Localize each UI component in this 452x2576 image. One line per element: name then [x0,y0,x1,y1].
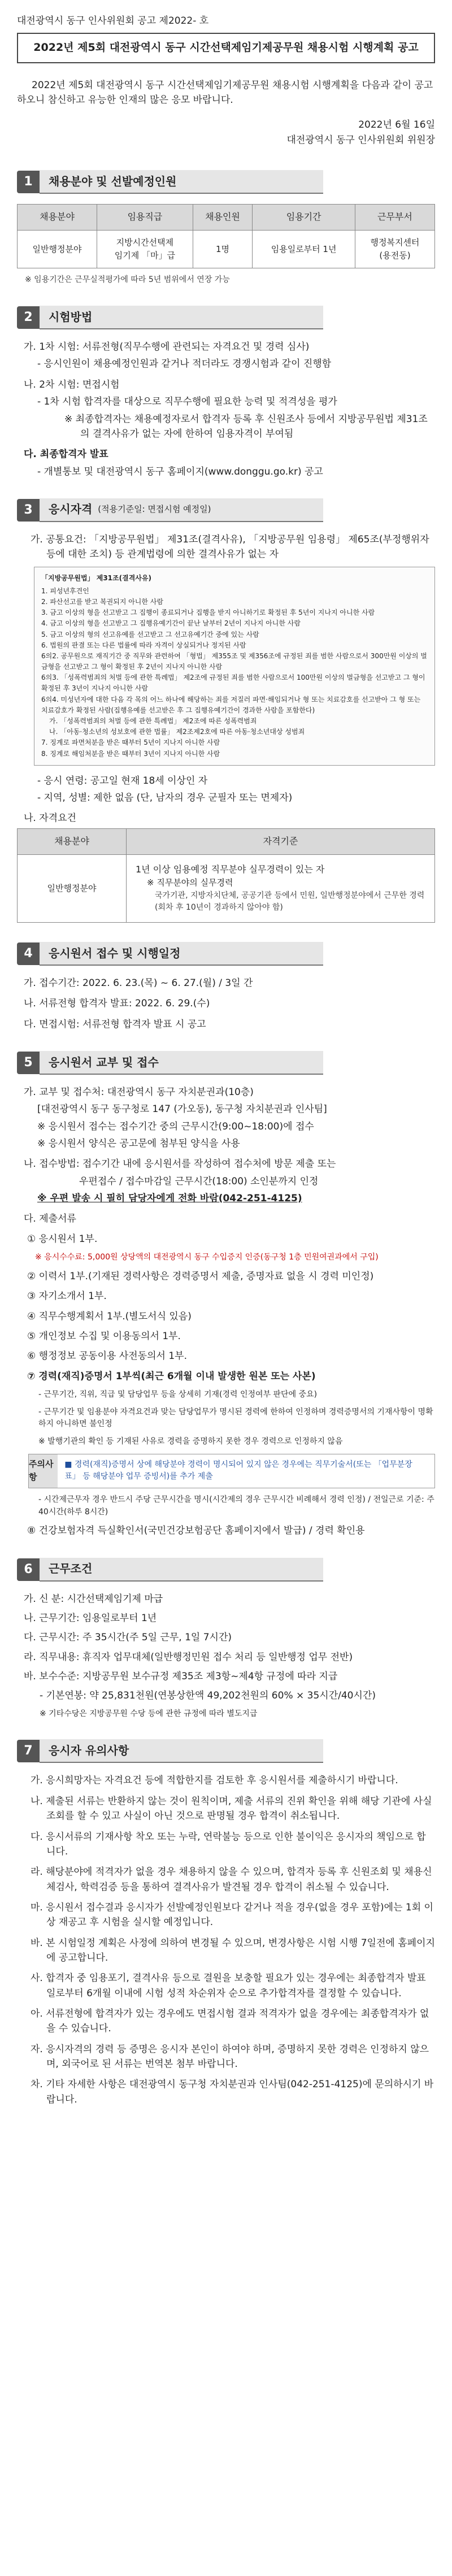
application-hours-note: ※ 응시원서 접수는 접수기간 중의 근무시간(9:00~18:00)에 접수 [37,1120,314,1132]
condition-item: 바. 보수수준: 지방공무원 보수규정 제35조 제3항~제4항 규정에 따라 지급 [24,1671,338,1683]
table-header: 임용기간 [253,205,355,231]
table-header: 임용직급 [97,205,193,231]
law-line: 1. 피성년후견인 [41,587,89,595]
qualification-heading: 나. 자격요건 [24,813,76,824]
section-title: 응시원서 접수 및 시행일정 [40,942,323,966]
required-documents-list [27,1232,435,1448]
exam-stage-2-detail: - 1차 시험 합격자를 대상으로 직무수행에 필요한 능력 및 적격성을 평가 [37,396,337,408]
table-header: 근무부서 [355,205,434,231]
career-note: - 근무기간, 직위, 직급 및 담당업무 등을 상세히 기재(경력 인정여부 판단에 중요) [38,1389,318,1399]
section-number: 4 [17,942,40,965]
table-header: 채용분야 [18,828,127,854]
notice-item: 다. 응시서류의 기재사항 착오 또는 누락, 연락불능 등으로 인한 불이익은 응시자의 책임으로 합니다. [31,1831,426,1857]
work-conditions [17,1592,435,1721]
required-documents-heading: 다. 제출서류 [24,1213,76,1225]
notice-item: 나. 제출된 서류는 반환하지 않는 것이 원칙이며, 제출 서류의 진위 확인을 위해 해당 기관에 사실 조회를 할 수 있고 사실이 아닌 것으로 판명될 경우 합격이 취소됩니다. [31,1795,432,1822]
table-row [18,854,435,922]
fee-note: ※ 응시수수료: 5,000원 상당액의 대전광역시 동구 수입증지 인증(동구청 1층 민원여권과에서 구입) [35,1253,379,1262]
qualification-note: ※ 직무분야의 실무경력 [147,878,233,888]
section-title-text: 응시자격 [49,502,93,516]
table-cell: 임용일로부터 1년 [253,230,355,268]
career-note: - 근무기간 및 임용분야 자격요건과 맞는 담당업무가 명시된 경력에 한하여 인정하며 경력증명서의 기재사항이 명확하지 아니하면 불인정 [38,1407,433,1429]
law-line: 8. 징계로 해임처분을 받은 때부터 3년이 지나지 아니한 사람 [41,749,220,758]
document-item: ⑦ 경력(재직)증명서 1부씩(최근 6개월 이내 발생한 원본 또는 사본) [27,1370,316,1382]
career-note: - 시간제근무자 경우 반드시 주당 근무시간을 명시(시간제의 경우 근무시간 비례해서 경력 인정) / 전일근로 기준: 주 40시간(하루 8시간) [38,1495,434,1517]
section-2-header [17,306,435,329]
submission-method-detail: 우편접수 / 접수마감일 근무시간(18:00) 소인분까지 인정 [79,1175,319,1187]
document-item: ⑥ 행정정보 공동이용 사전동의서 1부. [27,1350,187,1362]
law-line: 5. 금고 이상의 형의 선고유예를 선고받고 그 선고유예기간 중에 있는 사람 [41,630,259,638]
section-number: 7 [17,1740,40,1762]
notice-item: 가. 응시희망자는 자격요건 등에 적합한지를 검토한 후 응시원서를 제출하시기 바랍니다. [31,1775,398,1787]
section-1-header [17,170,435,194]
exam-stage-1-detail: - 응시인원이 채용예정인원과 같거나 적더라도 경쟁시험과 같이 진행함 [37,358,332,370]
attention-label: 주의사항 [29,1454,58,1488]
document-result-date: 나. 서류전형 합격자 발표: 2022. 6. 29.(수) [24,998,210,1010]
section-4-header [17,942,435,966]
intro-text: 2022년 제5회 대전광역시 동구 시간선택제임기제공무원 채용시험 시행계획을 다음과 같이 공고하오니 참신하고 유능한 인재의 많은 응모 바랍니다. [17,79,433,106]
law-line: 3. 금고 이상의 형을 선고받고 그 집행이 종료되거나 집행을 받지 아니하기로 확정된 후 5년이 지나지 아니한 사람 [41,609,375,617]
condition-item: - 기본연봉: 약 25,831천원(연봉상한액 49,202천원의 60% × 35시간/40시간) [40,1690,376,1702]
notice-title: 2022년 제5회 대전광역시 동구 시간선택제임기제공무원 채용시험 시행계획 공고 [17,33,435,63]
law-line: 6의2. 공무원으로 재직기간 중 직무와 관련하여 「형법」 제355조 및 제356조에 규정된 죄를 범한 사람으로서 300만원 이상의 벌금형을 선고받고 그 형이 확정된 후 2년이 지나지 아니한 사람 [41,651,427,671]
section-7-header [17,1739,435,1763]
region-requirement: - 지역, 성별: 제한 없음 (단, 남자의 경우 군필자 또는 면제자) [37,792,293,804]
table-header: 자격기준 [127,828,435,854]
table-cell-qualification [127,854,435,922]
document-item: ① 응시원서 1부. [27,1233,98,1245]
table-row [18,230,435,268]
attention-box [28,1454,435,1488]
document-number: 대전광역시 동구 인사위원회 공고 제2022- 호 [17,15,209,27]
section-title [40,498,323,522]
issuing-organization: 대전광역시 동구 인사위원회 위원장 [286,134,435,146]
law-line: 4. 금고 이상의 형을 선고받고 그 집행유예기간이 끝난 날부터 2년이 지나지 아니한 사람 [41,619,301,628]
law-line: 6의4. 미성년자에 대한 다음 각 목의 어느 하나에 해당하는 죄를 저질러 파면·해임되거나 형 또는 치료감호를 선고받아 그 형 또는 치료감호가 확정된 사람(집행유예를 선고받은 후 그 집행유예기간이 경과한 사람을 포함한다) [41,695,421,714]
section-number: 5 [17,1052,40,1074]
notice-item: 아. 서류전형에 합격자가 있는 경우에도 면접시험 결과 적격자가 없을 경우에는 최종합격자가 없을 수 있습니다. [31,2008,429,2035]
law-line: 나. 「아동·청소년의 성보호에 관한 법률」 제2조제2호에 따른 아동·청소년대상 성범죄 [49,728,305,736]
table-cell: 1명 [193,230,253,268]
submission-method: 나. 접수방법: 접수기간 내에 응시원서를 작성하여 접수처에 방문 제출 또는 [24,1158,336,1170]
document-item: ③ 자기소개서 1부. [27,1291,107,1302]
final-announcement: 다. 최종합격자 발표 [24,449,108,461]
application-form-note: ※ 응시원서 양식은 공고문에 첨부된 양식을 사용 [37,1138,240,1150]
postal-contact-note: ※ 우편 발송 시 필히 담당자에게 전화 바람(042-251-4125) [37,1193,302,1205]
condition-item: 나. 근무기간: 임용일로부터 1년 [24,1613,157,1624]
notice-item: 라. 해당분야에 적격자가 없을 경우 채용하지 않을 수 있으며, 합격자 등록 후 신원조회 및 채용신체검사, 학력검증 등을 통하여 결격사유가 발견될 경우 합격이 취소될 수 있습니다. [31,1866,432,1893]
law-line: 6의3. 「성폭력범죄의 처벌 등에 관한 특례법」 제2조에 규정된 죄를 범한 사람으로서 100만원 이상의 벌금형을 선고받고 그 형이 확정된 후 3년이 지나지 아니한 사람 [41,674,425,693]
notice-date: 2022년 6월 16일 [358,119,435,131]
law-line: 2. 파산선고를 받고 복권되지 아니한 사람 [41,597,163,606]
qualification-table [17,828,435,923]
qualification-main: 1년 이상 임용예정 직무분야 실무경력이 있는 자 [136,863,325,875]
notice-item: 자. 응시자격의 경력 등 증명은 응시자 본인이 하여야 하며, 증명하지 못한 경력은 인정하지 않으며, 외국어로 된 서류는 번역본 첨부 바랍니다. [31,2043,429,2070]
section-number: 1 [17,171,40,193]
document-item: ⑧ 건강보험자격 득실확인서(국민건강보험공단 홈페이지에서 발급) / 경력 확인용 [27,1525,365,1537]
section-title: 응시자 유의사항 [40,1739,323,1763]
law-excerpt-title: 「지방공무원법」 제31조(결격사유) [41,574,151,582]
recruitment-table [17,204,435,268]
section-5-header [17,1051,435,1075]
application-period: 가. 접수기간: 2022. 6. 23.(목) ~ 6. 27.(월) / 3일 간 [24,978,253,989]
law-line: 가. 「성폭력범죄의 처벌 등에 관한 특례법」 제2조에 따른 성폭력범죄 [49,717,257,726]
section-title-note: (적용기준일: 면접시험 예정일) [98,504,211,515]
table-cell: 일반행정분야 [18,854,127,922]
application-office: 가. 교부 및 접수처: 대전광역시 동구 자치분권과(10층) [24,1087,254,1098]
law-line: 7. 징계로 파면처분을 받은 때부터 5년이 지나지 아니한 사람 [41,739,220,747]
document-item: ⑤ 개인정보 수집 및 이용동의서 1부. [27,1330,181,1342]
document-item: ② 이력서 1부.(기재된 경력사항은 경력증명서 제출, 증명자료 없을 시 경력 미인정) [27,1270,374,1282]
section-number: 6 [17,1558,40,1581]
exam-stage-2: 나. 2차 시험: 면접시험 [24,379,120,390]
condition-item: 라. 직무내용: 휴직자 업무대체(일반행정민원 접수 처리 등 일반행정 업무 전반) [24,1651,353,1663]
final-announcement-detail: - 개별통보 및 대전광역시 동구 홈페이지(www.donggu.go.kr) 공고 [37,466,323,477]
condition-note: ※ 기타수당은 지방공무원 수당 등에 관한 규정에 따라 별도지급 [40,1709,258,1718]
table-header-row [18,205,435,231]
table-header: 채용분야 [18,205,97,231]
qualification-detail: 국가기관, 지방자치단체, 공공기관 등에서 민원, 일반행정분야에서 근무한 경력(회차 후 10년이 경과하지 않아야 함) [155,890,425,913]
section-number: 2 [17,306,40,329]
section-title: 응시원서 교부 및 접수 [40,1051,323,1075]
condition-item: 다. 근무시간: 주 35시간(주 5일 근무, 1일 7시간) [24,1632,232,1644]
required-documents-list-cont [27,1494,435,1539]
notice-item: 차. 기타 자세한 사항은 대전광역시 동구청 자치분권과 인사팀(042-251-4125)에 문의하시기 바랍니다. [31,2079,434,2105]
career-note: ※ 발행기관의 확인 등 기재된 사유로 경력을 증명하지 못한 경우 경력으로 인정하지 않음 [38,1436,343,1446]
section-number: 3 [17,499,40,522]
attention-text: ■ 경력(재직)증명서 상에 해당분야 경력이 명시되어 있지 않은 경우에는 직무기술서(또는 「업무분장표」 등 해당분야 업무 증빙서)를 추가 제출 [64,1459,412,1482]
section-6-header [17,1558,435,1582]
application-address: [대전광역시 동구 동구청로 147 (가오동), 동구청 자치분권과 인사팀] [37,1104,327,1115]
condition-item: 가. 신 분: 시간선택제임기제 마급 [24,1593,163,1605]
notice-item: 바. 본 시험일정 계획은 사정에 의하여 변경될 수 있으며, 변경사항은 시험 시행 7일전에 홈페이지에 공고합니다. [31,1937,435,1964]
table-cell: 지방시간선택제 임기제 「마」급 [97,230,193,268]
section-3-header [17,498,435,522]
exam-stage-1: 가. 1차 시험: 서류전형(직무수행에 관련되는 자격요건 및 경력 심사) [24,341,310,353]
age-requirement: - 응시 연령: 공고일 현재 18세 이상인 자 [37,775,208,787]
section-title: 근무조건 [40,1558,323,1582]
table-header-row [18,828,435,854]
exam-stage-2-note: ※ 최종합격자는 채용예정자로서 합격자 등록 후 신원조사 등에서 지방공무원법 제31조의 결격사유가 없는 자에 한하여 임용자격이 부여됨 [64,413,428,440]
law-excerpt-box [34,567,435,766]
interview-schedule: 다. 면접시험: 서류전형 합격자 발표 시 공고 [24,1018,206,1030]
common-requirements: 가. 공통요건: 「지방공무원법」 제31조(결격사유), 「지방공무원 임용령」 제65조(부정행위자 등에 대한 조치) 등 관계법령에 의한 결격사유가 없는 자 [31,533,429,561]
table-header: 채용인원 [193,205,253,231]
law-line: 6. 법원의 판결 또는 다른 법률에 따라 자격이 상실되거나 정지된 사람 [41,641,246,649]
table-cell: 일반행정분야 [18,230,97,268]
notice-item: 사. 합격자 중 임용포기, 결격사유 등으로 결원을 보충할 필요가 있는 경우에는 최종합격자 발표일로부터 6개월 이내에 시험 성적 차순위자 순으로 추가합격자를 결정할 수 있습니다. [31,1973,426,1999]
section-title: 채용분야 및 선발예정인원 [40,170,323,194]
notice-item: 마. 응시원서 접수결과 응시자가 선발예정인원보다 같거나 적을 경우(없을 경우 포함)에는 1회 이상 재공고 후 시험을 실시할 예정입니다. [31,1901,433,1928]
document-item: ④ 직무수행계획서 1부.(별도서식 있음) [27,1310,192,1322]
table-note: ※ 임용기간은 근무실적평가에 따라 5년 범위에서 연장 가능 [25,275,230,285]
section-title: 시험방법 [40,306,323,329]
table-cell: 행정복지센터 (용전동) [355,230,434,268]
applicant-notices [17,1773,435,2107]
